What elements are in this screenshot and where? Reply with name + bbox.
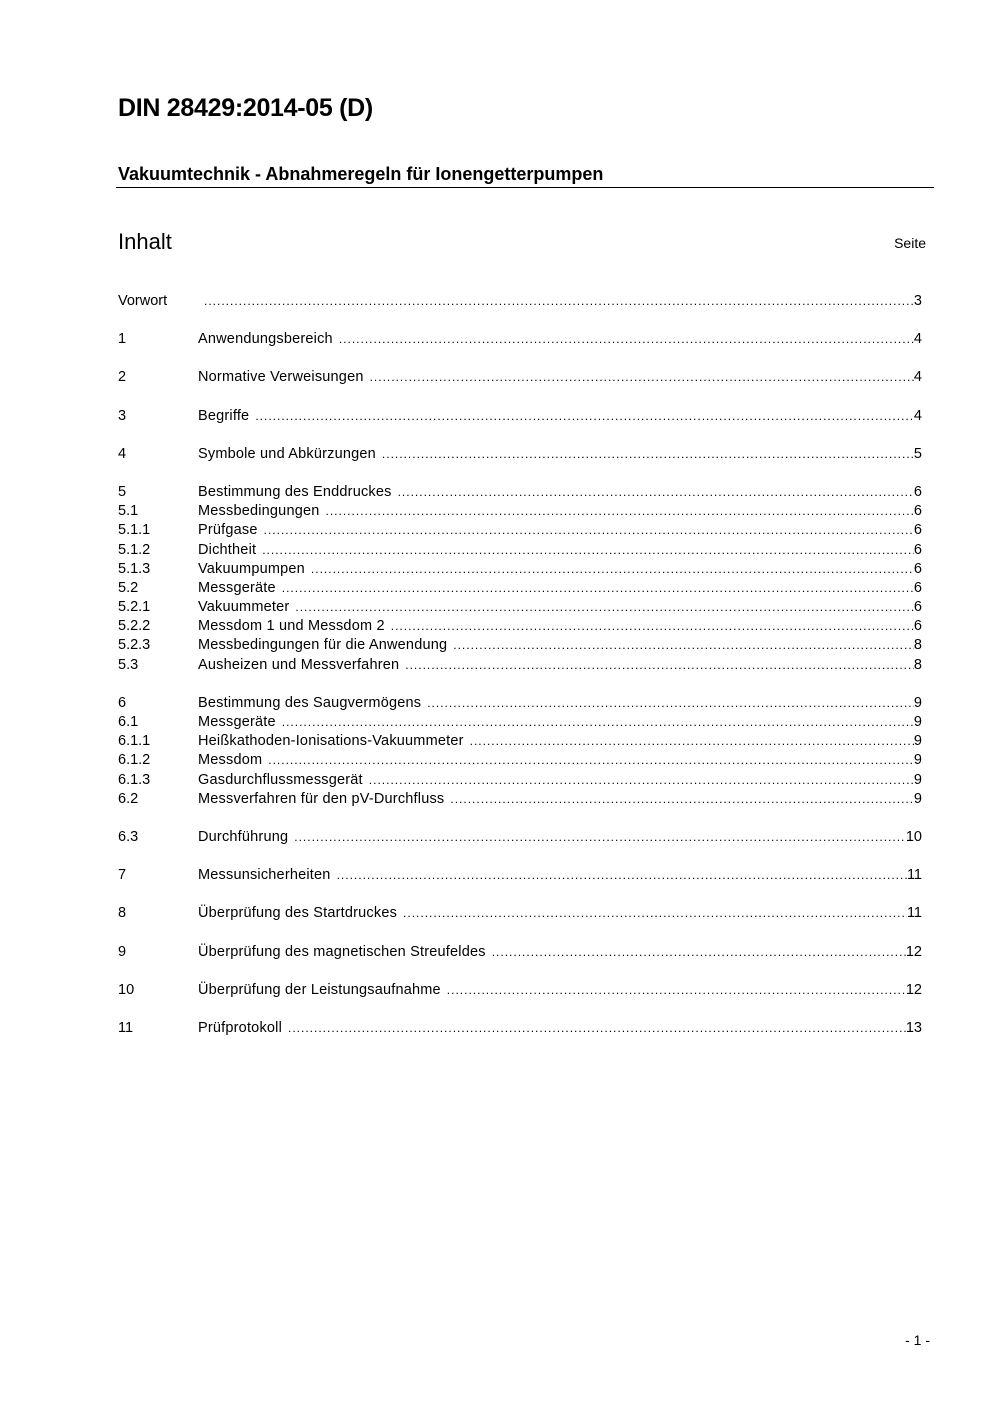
toc-entry-page: 6 [913,579,922,596]
toc-entry-title: Überprüfung des Startdruckes [198,905,398,922]
toc-entry-title: Messgeräte [198,579,276,596]
toc-entry-page: 3 [913,293,922,309]
toc-entry-number: 6.2 [118,790,139,807]
toc-entry[interactable] [118,732,922,751]
toc-dot-leader [311,560,914,579]
toc-entry-title: Begriffe [198,407,250,424]
toc-entry-title: Gasdurchflussmessgerät [198,771,363,788]
toc-entry[interactable] [118,502,922,521]
toc-entry[interactable] [118,866,922,885]
toc-entry-page: 12 [905,981,922,998]
toc-dot-leader [282,713,914,732]
toc-dot-leader [369,771,914,790]
toc-entry-title: Messbedingungen für die Anwendung [198,637,448,654]
toc-heading: Inhalt [118,229,172,254]
toc-entry-page: 9 [913,714,922,730]
toc-entry-title: Ausheizen und Messverfahren [198,656,400,673]
toc-entry-title: Bestimmung des Enddruckes [198,483,392,500]
toc-dot-leader [492,943,906,962]
title-divider [116,187,934,188]
toc-dot-leader [453,636,914,655]
toc-entry-number: 5.1.2 [118,541,151,558]
toc-dot-leader [450,790,914,809]
toc-entry-title: Messdom [198,752,263,769]
toc-entry-page: 8 [913,637,922,654]
toc-entry-page: 9 [913,790,922,807]
toc-entry[interactable] [118,790,922,809]
toc-dot-leader [382,445,914,464]
toc-dot-leader [264,521,914,540]
toc-dot-leader [339,330,914,349]
toc-entry-number: 1 [118,331,127,348]
toc-entry[interactable] [118,694,922,713]
toc-entry-title: Vakuumpumpen [198,560,305,577]
toc-entry[interactable] [118,330,922,349]
toc-entry[interactable] [118,541,922,560]
toc-entry-page: 4 [913,331,922,348]
toc-entry-title: Messgeräte [198,714,276,730]
toc-entry-title: Vakuummeter [198,599,290,616]
toc-entry-page: 4 [913,369,922,386]
toc-dot-leader [427,694,914,713]
toc-entry[interactable] [118,445,922,464]
document-title: DIN 28429:2014-05 (D) [118,94,373,122]
toc-dot-leader [255,407,914,426]
toc-entry-number: 8 [118,905,127,922]
toc-dot-leader [405,656,914,675]
toc-entry-title: Messdom 1 und Messdom 2 [198,618,385,635]
toc-entry[interactable] [118,292,922,311]
toc-dot-leader [326,502,914,521]
toc-entry-number: 6.1.3 [118,771,151,788]
toc-entry-title: Durchführung [198,828,289,845]
toc-entry-page: 13 [905,1019,922,1036]
toc-entry-number: 5.2 [118,579,139,596]
toc-entry-number: 5.1 [118,503,139,520]
toc-entry-page: 6 [913,618,922,635]
toc-entry-number: 5.1.1 [118,522,151,539]
toc-entry-number: 6.3 [118,828,139,845]
toc-entry-number: 5.2.1 [118,599,151,616]
toc-entry[interactable] [118,579,922,598]
toc-page-column-label: Seite [894,235,926,251]
toc-entry-page: 11 [906,867,922,884]
toc-entry[interactable] [118,904,922,923]
toc-entry[interactable] [118,828,922,847]
toc-dot-leader [337,866,907,885]
toc-entry[interactable] [118,617,922,636]
toc-entry-title: Messunsicherheiten [198,867,331,884]
page-number: - 1 - [905,1332,930,1348]
toc-entry-title: Prüfprotokoll [198,1019,282,1036]
toc-dot-leader [391,617,914,636]
toc-entry[interactable] [118,656,922,675]
toc-dot-leader [282,579,914,598]
toc-entry-page: 9 [913,733,922,750]
toc-entry-number: 6.1 [118,714,139,730]
toc-entry-number: Vorwort [118,293,168,309]
toc-entry-number: 10 [118,981,135,998]
toc-entry-number: 5.3 [118,656,139,673]
toc-dot-leader [294,828,906,847]
document-subtitle: Vakuumtechnik - Abnahmeregeln für Ionengetterpumpen [118,164,604,184]
toc-entry[interactable] [118,483,922,502]
toc-entry-page: 6 [913,503,922,520]
toc-entry[interactable] [118,521,922,540]
toc-dot-leader [398,483,914,502]
toc-entry-title: Normative Verweisungen [198,369,364,386]
toc-entry-number: 4 [118,445,127,462]
toc-entry-title: Heißkathoden-Ionisations-Vakuummeter [198,733,464,750]
toc-entry[interactable] [118,713,922,732]
toc-entry-page: 6 [913,483,922,500]
toc-entry-page: 8 [913,656,922,673]
toc-entry[interactable] [118,368,922,387]
toc-entry-number: 5.1.3 [118,560,151,577]
toc-entry-page: 9 [913,752,922,769]
toc-entry-number: 6 [118,694,127,711]
toc-entry-page: 10 [905,828,922,845]
toc-entry-page: 4 [913,407,922,424]
toc-entry-title: Messbedingungen [198,503,320,520]
toc-entry-page: 6 [913,522,922,539]
toc-entry-page: 6 [913,560,922,577]
toc-dot-leader [470,732,914,751]
toc-entry-number: 5.2.2 [118,618,151,635]
toc-dot-leader [262,541,914,560]
table-of-contents [118,292,922,1038]
toc-entry-number: 5 [118,483,127,500]
toc-entry-number: 7 [118,867,127,884]
toc-dot-leader [370,368,914,387]
toc-entry-title: Bestimmung des Saugvermögens [198,694,422,711]
toc-entry-page: 12 [905,943,922,960]
toc-entry[interactable] [118,751,922,770]
toc-dot-leader [295,598,914,617]
toc-entry[interactable] [118,560,922,579]
toc-entry-number: 6.1.2 [118,752,151,769]
toc-entry-number: 11 [118,1019,134,1036]
toc-entry[interactable] [118,981,922,1000]
toc-entry-page: 6 [913,541,922,558]
toc-entry-page: 9 [913,771,922,788]
toc-entry-page: 9 [913,694,922,711]
toc-entry[interactable] [118,771,922,790]
toc-dot-leader [204,292,914,311]
toc-entry-title: Dichtheit [198,541,257,558]
toc-dot-leader [288,1019,906,1038]
toc-entry[interactable] [118,1019,922,1038]
toc-entry-number: 2 [118,369,127,386]
toc-entry-title: Symbole und Abkürzungen [198,445,376,462]
toc-entry[interactable] [118,598,922,617]
toc-entry-number: 3 [118,407,127,424]
toc-entry-number: 5.2.3 [118,637,151,654]
toc-entry-page: 11 [906,905,922,922]
toc-dot-leader [403,904,907,923]
toc-entry-page: 6 [913,599,922,616]
toc-dot-leader [268,751,914,770]
toc-entry[interactable] [118,943,922,962]
toc-entry-number: 9 [118,943,127,960]
toc-entry[interactable] [118,407,922,426]
toc-entry-title: Prüfgase [198,522,258,539]
toc-entry-title: Überprüfung der Leistungsaufnahme [198,981,441,998]
toc-entry-title: Überprüfung des magnetischen Streufeldes [198,943,486,960]
toc-entry[interactable] [118,636,922,655]
toc-entry-number: 6.1.1 [118,733,151,750]
toc-dot-leader [447,981,906,1000]
toc-entry-title: Anwendungsbereich [198,331,333,348]
toc-entry-title: Messverfahren für den pV-Durchfluss [198,790,445,807]
toc-entry-page: 5 [913,445,922,462]
